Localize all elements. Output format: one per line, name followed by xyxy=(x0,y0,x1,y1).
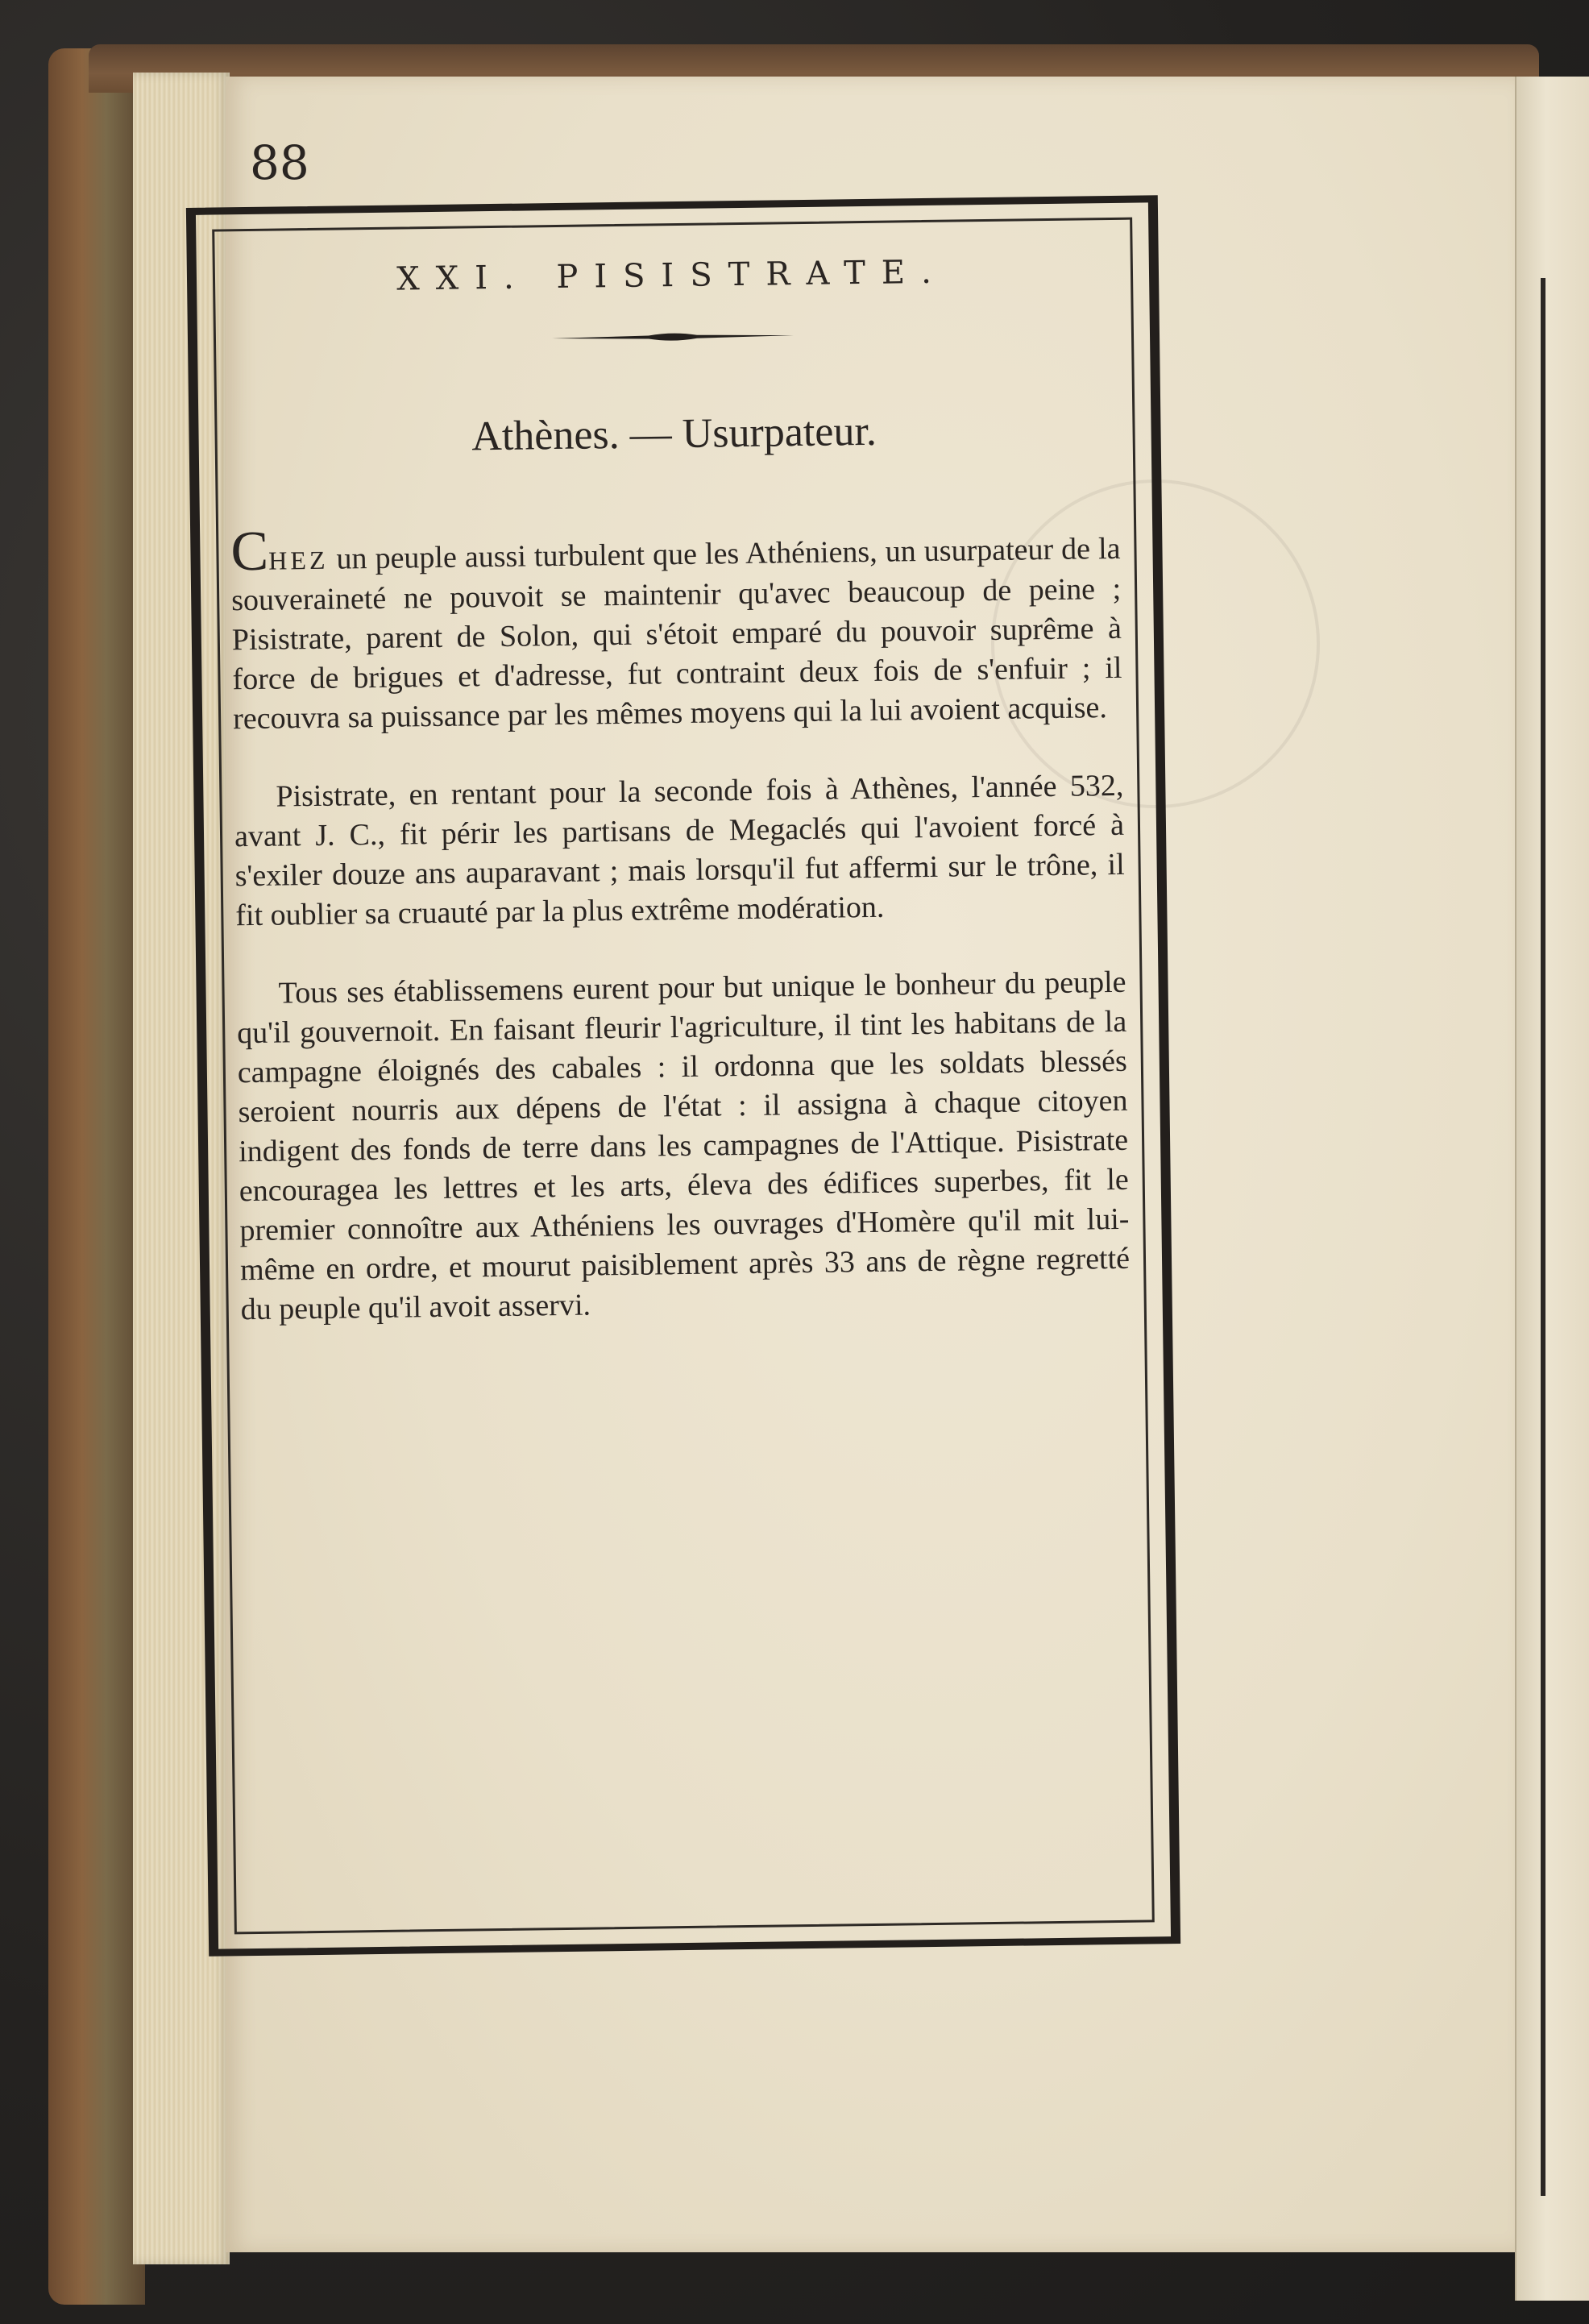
paragraph-1 xyxy=(230,520,1122,739)
chapter-subtitle: Athènes. — Usurpateur. xyxy=(471,408,877,460)
ornament-rule xyxy=(552,330,794,344)
ornament-rule-icon xyxy=(552,330,794,344)
page-content xyxy=(226,235,1130,1330)
facing-page-rule xyxy=(1541,278,1545,2196)
paragraph-2: Pisistrate, en rentant pour la seconde fois à Athènes, l'année 532, avant J. C., fit périr les partisans de Megaclés qui l'avoient forcé à s'exiler douze ans auparavant ; mais lorsqu'il fut affermi sur le trône, il fit oublier sa cruauté par la plus extrême modération. xyxy=(234,768,1125,933)
facing-page-edge xyxy=(1515,77,1589,2301)
paragraph-3: Tous ses établissemens eurent pour but unique le bonheur du peuple qu'il gouvernoit. En faisant fleurir l'agriculture, il tint les habitans de la campagne éloignés des cabales : il ordonna que les soldats blessés seroient nourris aux dépens de l'état : il assigna à chaque citoyen indigent des fonds de terre dans les campagnes de l'Attique. Pisistrate encouragea les lettres et les arts, éleva des édifices superbes, fit le premier connoître aux Athéniens les ouvrages d'Homère qu'il mit lui-même en ordre, et mourut paisiblement après 33 ans de règne regretté du peuple qu'il avoit asservi. xyxy=(236,965,1131,1327)
smallcaps-opening: HEZ xyxy=(268,545,329,575)
page-number: 88 xyxy=(250,135,309,190)
dropcap: C xyxy=(230,520,269,583)
book-spine xyxy=(48,48,145,2305)
paragraph-1-text: un peuple aussi turbulent que les Athéniens, un usurpateur de la souveraineté ne pouvoit se maintenir qu'avec beaucoup de peine ; Pisistrate, parent de Solon, qui s'étoit emparé du pouvoir suprême à force de brigues et d'adresse, fut contraint deux fois de s'enfuir ; il recouvra sa puissance par les mêmes moyens qui la lui avoient acquise. xyxy=(230,531,1122,737)
chapter-title: XXI. PISISTRATE. xyxy=(396,253,948,298)
text-frame xyxy=(186,195,1180,1957)
